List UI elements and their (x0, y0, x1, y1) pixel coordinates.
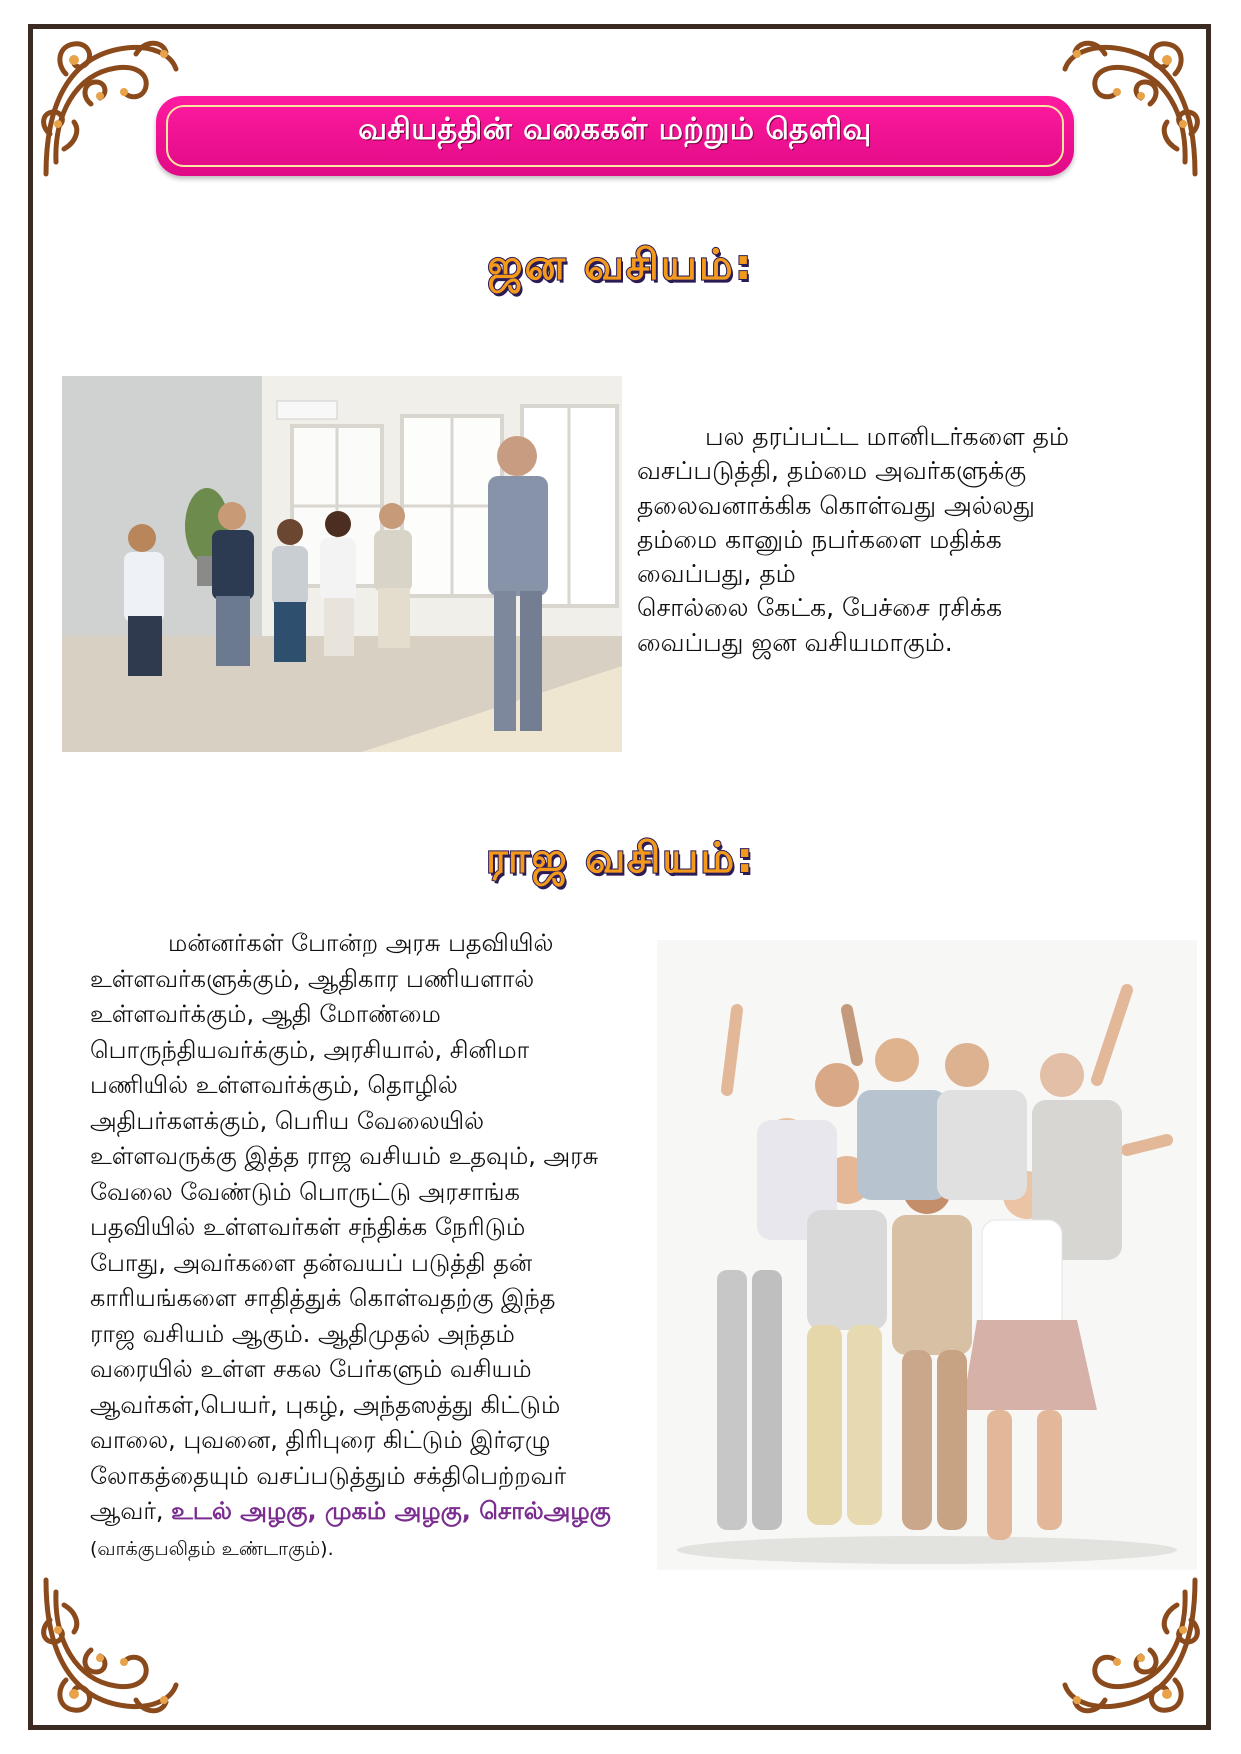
paragraph-last-line (90, 1494, 670, 1530)
paragraph-line: போது, அவர்களை தன்வயப் படுத்தி தன் (90, 1248, 533, 1277)
paragraph-line: காரியங்களை சாதித்துக் கொள்வதற்கு இந்த (90, 1284, 556, 1312)
corner-ornament-bottom-left (36, 1570, 186, 1720)
paragraph-line: வாலை, புவனை, திரிபுரை கிட்டும் இர்ஏழு (90, 1426, 551, 1454)
paragraph-line: உள்ளவர்களுக்கும், ஆதிகார பணியளால் (90, 964, 535, 993)
paragraph-line: லோகத்தையும் வசப்படுத்தும் சக்திபெற்றவர் (90, 1461, 567, 1490)
paragraph-line: உள்ளவருக்கு இத்த ராஜ வசியம் உதவும், அரசு (90, 1142, 599, 1170)
jana-vasiyam-paragraph (637, 420, 1157, 660)
paragraph-line: சொல்லை கேட்க, பேச்சை ரசிக்க (637, 593, 1003, 623)
raja-vasiyam-paragraph (90, 926, 670, 1567)
section-heading-jana: ஜன வசியம்: (487, 240, 754, 289)
paragraph-line: தம்மை கானும் நபர்களை மதிக்க (637, 524, 1002, 554)
paragraph-line: ராஜ வசியம் ஆகும். ஆதிமுதல் அந்தம் (90, 1319, 515, 1348)
paragraph-line: அதிபர்களக்கும், பெரிய வேலையில் (90, 1106, 485, 1135)
title-banner (156, 96, 1074, 176)
paragraph-line: பல தரப்பட்ட மானிடர்களை தம் (705, 422, 1070, 451)
happy-group-photo (657, 940, 1197, 1570)
paragraph-line: ஆவர்கள்,பெயர், புகழ், அந்தஸத்து கிட்டும் (90, 1390, 561, 1419)
paragraph-line: வேலை வேண்டும் பொருட்டு அரசாங்க (90, 1177, 520, 1206)
paragraph-line: வைப்பது, தம் (637, 559, 796, 589)
paragraph-line: பதவியில் உள்ளவர்கள் சந்திக்க நேரிடும் (90, 1213, 526, 1241)
paragraph-line: உள்ளவர்க்கும், ஆதி மோண்மை (90, 1000, 441, 1028)
last-line-prefix: ஆவர், (90, 1497, 172, 1525)
meeting-room-photo (62, 376, 622, 752)
paragraph-line: பணியில் உள்ளவர்க்கும், தொழில் (90, 1071, 458, 1099)
paragraph-line: வைப்பது ஜன வசியமாகும். (637, 627, 953, 657)
beauty-highlight-text: உடல் அழகு, முகம் அழகு, சொல்அழகு (171, 1497, 611, 1525)
footnote: (வாக்குபலிதம் உண்டாகும்). (90, 1537, 334, 1560)
paragraph-line: பொருந்தியவர்க்கும், அரசியால், சினிமா (90, 1035, 530, 1064)
section-heading-raja: ராஜ வசியம்: (486, 833, 755, 882)
corner-ornament-top-right (1055, 34, 1205, 184)
page-title: வசியத்தின் வகைகள் மற்றும் தெளிவு (358, 112, 872, 147)
corner-ornament-bottom-right (1055, 1570, 1205, 1720)
paragraph-line: தலைவனாக்கிக கொள்வது அல்லது (637, 490, 1035, 520)
paragraph-line: வசப்படுத்தி, தம்மை அவர்களுக்கு (637, 456, 1027, 486)
paragraph-line: வரையில் உள்ள சகல பேர்களும் வசியம் (90, 1355, 532, 1383)
paragraph-line: மன்னர்கள் போன்ற அரசு பதவியில் (168, 929, 554, 957)
